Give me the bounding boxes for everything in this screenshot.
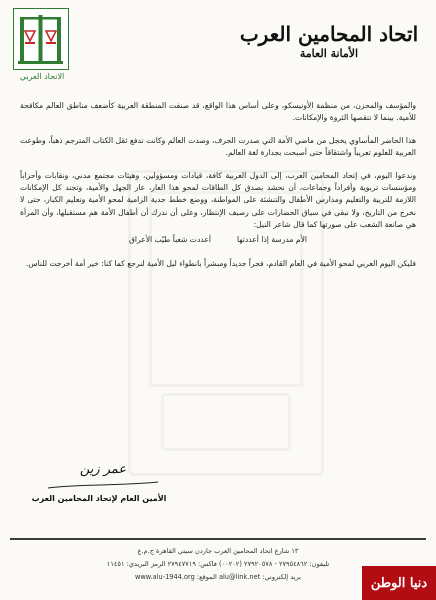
- signature-block: [26, 462, 176, 494]
- footer-divider: [10, 538, 426, 540]
- organization-subtitle: الأمانة العامة: [299, 47, 359, 60]
- logo-emblem: [13, 8, 69, 70]
- letterhead: [234, 22, 424, 62]
- verse-first-half: الأم مدرسة إذا أعددتها: [236, 234, 308, 244]
- signature-name: عمر زين: [79, 462, 127, 477]
- poem-verse: [20, 234, 416, 246]
- news-site-logo: دنيا الوطن: [362, 566, 436, 600]
- signature-stroke: [26, 462, 176, 494]
- organization-name: اتحاد المحامين العرب: [239, 22, 419, 46]
- closing-paragraph: فليكن اليوم العربي لمحو الأمية في العام القادم، فجراً جديداً ومبشراً بانطواء ليل الأمية لنرجع كما كنا: خير أمة أخرجت للناس.: [25, 259, 416, 269]
- union-logo: [13, 8, 71, 86]
- letter-body: [20, 100, 416, 280]
- paragraph-3: وندعوا اليوم، في إتحاد المحامين العرب، إلى الدول العربية كافة، قيادات ومسؤولين، وهيئات مجتمع مدني، ونقابات وأحزاباً ومؤسسات تربوية وأفراداً وجماعات، أن نحشد بصدق كل الطاقات لمحو هذا العار، عار الجهل والأمية، وتجند كل الإمكانات اللازمة للتربية والتعليم ومدارس الأطفال والتنشئة على المواطنة، ووضع خطط جدية الزامية لمحو الأمية وتعليم الكبار، حتى لا نخرج من التاريخ، ولا نبقى في سياق الحضارات على رصيف الإنتظار، وعلى أن ندرك أن أطفال الأمة هم مستقبلها، وأن المرأة هي صانعة الشعب على صورتها كما قال شاعر النيل:: [20, 170, 416, 230]
- footer-phones: تليفون: ٢٧٩٥٤٨٦٢ - ٢٧٩٢٠٥٧٨ (٠٠٢٠٢) فاكس: ٢٧٩٤٧٧١٩ الرمز البريدي: ١١٤٥١: [106, 560, 330, 568]
- paragraph-1: والمؤسف والمحزن، من منظمة الأونيسكو، وعلى أساس هذا الواقع، قد صنفت المنطقة العربية كأضعف مناطق العالم مكافحة للأمية. بينما لا تنقصها الثروة والإمكانات.: [20, 101, 416, 123]
- scales-icon: [14, 9, 67, 68]
- footer-contact: بريد إلكتروني: alu@link.net الموقع: www.alu-1944.org: [135, 573, 301, 581]
- footer-address: ١٣ شارع اتحاد المحامين العرب جاردن سيتي القاهرة ج.م.ع: [137, 547, 299, 555]
- signature-title: الأمين العام لإتحاد المحامين العرب: [31, 494, 167, 503]
- logo-script: الاتحاد العربي: [19, 72, 65, 81]
- verse-second-half: أعددت شعباً طيّب الأعراق: [128, 234, 211, 244]
- paragraph-2: هذا الحاضر المأساوي يخجل من ماضي الأمة التي صدرت الحرف، وصدت العالم وكانت تدفع ثقل الكتاب المترجم ذهباً، وطوعت العربية للعلوم تعريباً واشتقاقاً حتى أصبحت بجدارة لغة العالم.: [20, 135, 416, 158]
